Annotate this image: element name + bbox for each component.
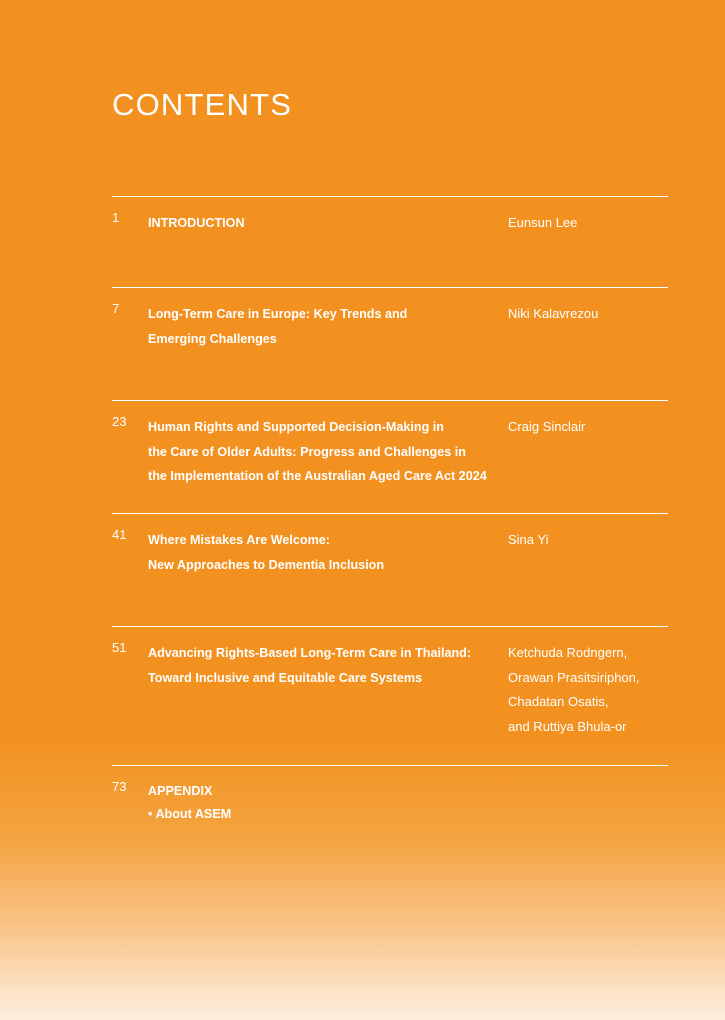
toc-entry-authors [508, 514, 668, 626]
toc-entry[interactable] [112, 513, 668, 626]
toc-entry-page-number: 73 [112, 779, 127, 795]
toc-entry-authors [508, 627, 668, 765]
toc-entry-page-number: 41 [112, 527, 127, 543]
toc-entry-author-line: Eunsun Lee [508, 215, 578, 231]
toc-entry[interactable] [112, 287, 668, 400]
toc-entry-title [148, 766, 508, 845]
toc-entry-title-line: Where Mistakes Are Welcome: [148, 533, 330, 548]
toc-entry-author-line: Niki Kalavrezou [508, 306, 599, 322]
toc-entry-title-line: INTRODUCTION [148, 216, 245, 231]
toc-entry-title-line: Toward Inclusive and Equitable Care Systems [148, 670, 423, 685]
toc-entry-title-line: Long-Term Care in Europe: Key Trends and [148, 307, 408, 322]
toc-content [112, 0, 668, 845]
toc-entry-title [148, 627, 508, 765]
toc-entry-authors [508, 401, 668, 513]
toc-entry-page-number: 51 [112, 640, 127, 656]
toc-entry-authors [508, 197, 668, 287]
toc-entry-list [112, 196, 668, 845]
toc-entry-title-line: Emerging Challenges [148, 331, 277, 346]
toc-entry[interactable] [112, 196, 668, 287]
toc-entry-authors [508, 288, 668, 400]
toc-entry-title [148, 288, 508, 400]
toc-entry-authors [508, 766, 668, 845]
toc-entry-title-line: APPENDIX [148, 784, 213, 799]
toc-entry-title [148, 197, 508, 287]
toc-entry-author-line: Sina Yi [508, 532, 549, 548]
toc-entry-author-line: and Ruttiya Bhula-or [508, 719, 627, 735]
toc-entry-subitem: • About ASEM [148, 807, 232, 822]
toc-entry-page-number: 1 [112, 210, 120, 226]
page-title: CONTENTS [112, 87, 293, 122]
toc-entry-title [148, 401, 508, 513]
toc-entry-author-line: Ketchuda Rodngern, [508, 645, 628, 661]
toc-entry[interactable] [112, 765, 668, 845]
toc-entry-title-line: Advancing Rights-Based Long-Term Care in Thailand: [148, 646, 472, 661]
toc-entry-title-line: the Care of Older Adults: Progress and Challenges in [148, 444, 466, 459]
toc-entry[interactable] [112, 626, 668, 765]
toc-entry-page-number: 23 [112, 414, 127, 430]
toc-entry[interactable] [112, 400, 668, 513]
toc-entry-title-line: Human Rights and Supported Decision-Making in [148, 420, 444, 435]
toc-entry-title-line: the Implementation of the Australian Aged Care Act 2024 [148, 469, 487, 484]
toc-entry-title-line: New Approaches to Dementia Inclusion [148, 557, 385, 572]
toc-entry-author-line: Chadatan Osatis, [508, 694, 609, 710]
toc-entry-author-line: Orawan Prasitsiriphon, [508, 669, 640, 685]
toc-entry-author-line: Craig Sinclair [508, 419, 586, 435]
toc-entry-title [148, 514, 508, 626]
toc-entry-page-number: 7 [112, 301, 120, 317]
